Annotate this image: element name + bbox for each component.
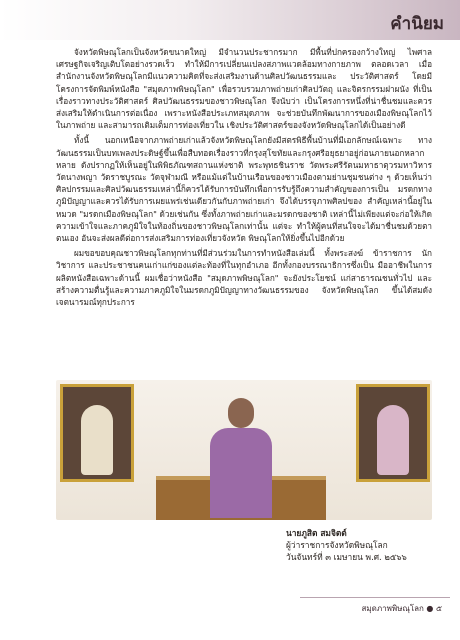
governor-photo xyxy=(196,398,286,518)
page-footer: สมุดภาพพิษณุโลก ● ๕ xyxy=(361,604,442,613)
photo-collage xyxy=(56,380,432,520)
queen-portrait-image xyxy=(356,384,430,482)
paragraph-2: ทั้งนี้ นอกเหนือจากภาพถ่ายเก่าแล้วจังหวัดพิษณุโลกยังมีสตรพิธีพื้นบ้านที่มีเอกลักษณ์เฉพาะ ทางวัฒนธรรมเป็นบทเพลงประดิษฐ์ขึ้นเพื่อสืบทอดเรื่องราวที่กรุงสุโขทัยและกรุงศรีอยุธยาอยู่ก่อนภายนอกหลากหลาย ดังปรากฏให้เห็นอยู่ในพิพิธภัณฑสถานแห่งชาติ พระพุทธชินราช วัดพระศรีรัตนมหาธาตุวรมหาวิหาร วัดนางพญา วัดราชบูรณะ วัดจุฬามณี หรือแม้แต่ในบ้านเรือนของชาวเมืองตามย่านชุมชนต่าง ๆ ด้วยเห็นว่าศิลปกรรมและศิลปวัฒนธรรมเหล่านี้ก็ควรได้รับการบันทึกเพื่อการรับรู้ถึงความสำคัญของการเป็น มรดกทางภูมิปัญญาและควรได้รับการเผยแพร่เช่นเดียวกันกับภาพถ่ายเก่า จึงได้บรรจุภาพศิลปของ สำคัญเหล่านี้อยู่ในหมวด "มรดกเมืองพิษณุโลก" ด้วยเช่นกัน ซึ่งทั้งภาพถ่ายเก่าและมรดกของชาติ เหล่านี้ไม่เพียงแต่จะก่อให้เกิดความเข้าใจและภาคภูมิใจในท้องถิ่นของชาวพิษณุโลกเท่านั้น แต่จะ ทำให้ผู้คนที่สนใจจะได้มาชื่นชมด้วยตาตนเอง อันจะส่งผลดีต่อการส่งเสริมการท่องเที่ยวจังหวัด พิษณุโลกให้ยิ่งขึ้นไปอีกด้วย xyxy=(56,135,432,244)
signer-title: ผู้ว่าราชการจังหวัดพิษณุโลก xyxy=(286,540,388,550)
paragraph-3: ผมขอขอบคุณชาวพิษณุโลกทุกท่านที่มีส่วนร่วมในการทำหนังสือเล่มนี้ ทั้งพระสงฆ์ ข้าราชการ นักวิชาการ และประชาชนคนเก่าแก่ของแต่ละท้องที่ในทุกอำเภอ อีกทั้งกองบรรณาธิการซึ่งเป็น มืออาชีพในการผลิตหนังสือเฉพาะด้านนี้ ผมเชื่อว่าหนังสือ "สมุดภาพพิษณุโลก" จะยังประโยชน์ แก่สาธารณชนทั่วไป และสร้างความตื่นรู้และความภาคภูมิใจในมรดกภูมิปัญญาทางวัฒนธรรมของ จังหวัดพิษณุโลก ขึ้นได้สมดังเจตนารมณ์ทุกประการ xyxy=(56,248,432,308)
footer-divider xyxy=(300,597,450,598)
header-band xyxy=(0,0,460,40)
paragraph-1: จังหวัดพิษณุโลกเป็นจังหวัดขนาดใหญ่ มีจำนวนประชากรมาก มีพื้นที่ปกครองกว้างใหญ่ ไพศาล เศรษฐกิจเจริญเติบโตอย่างรวดเร็ว ทำให้มีการเปลี่ยนแปลงสภาพแวดล้อมทางกายภาพ ตลอดเวลา เมื่อสำนักงานจังหวัดพิษณุโลกมีแนวความคิดที่จะส่งเสริมงานด้านศิลปวัฒนธรรมและ ประวัติศาสตร์ โดยมีโครงการจัดพิมพ์หนังสือ "สมุดภาพพิษณุโลก" เพื่อรวบรวมภาพถ่ายเก่าศิลปวัตถุ และจิตรกรรมฝาผนัง ที่เป็นเรื่องราวทางประวัติศาสตร์ ศิลปวัฒนธรรมของชาวพิษณุโลก จึงนับว่า เป็นโครงการหนึ่งที่น่าชื่นชมและควรส่งเสริมให้ดำเนินการต่อเนื่อง เพราะหนังสือประเภทสมุดภาพ จะช่วยบันทึกพัฒนาการของเมืองพิษณุโลกไว้ในภาพถ่าย และสามารถเติมเต็มการท่องเที่ยวใน เชิงประวัติศาสตร์ของจังหวัดพิษณุโลกได้เป็นอย่างดี xyxy=(56,47,432,131)
signer-name: นายภูสิต สมจิตต์ xyxy=(286,528,347,538)
signature-date: วันจันทร์ที่ ๓ เมษายน พ.ศ. ๒๕๖๖ xyxy=(286,552,407,562)
body-text xyxy=(56,46,432,311)
king-portrait-image xyxy=(60,384,134,482)
page-title: คำนิยม xyxy=(390,14,444,34)
signature-block xyxy=(286,527,446,563)
